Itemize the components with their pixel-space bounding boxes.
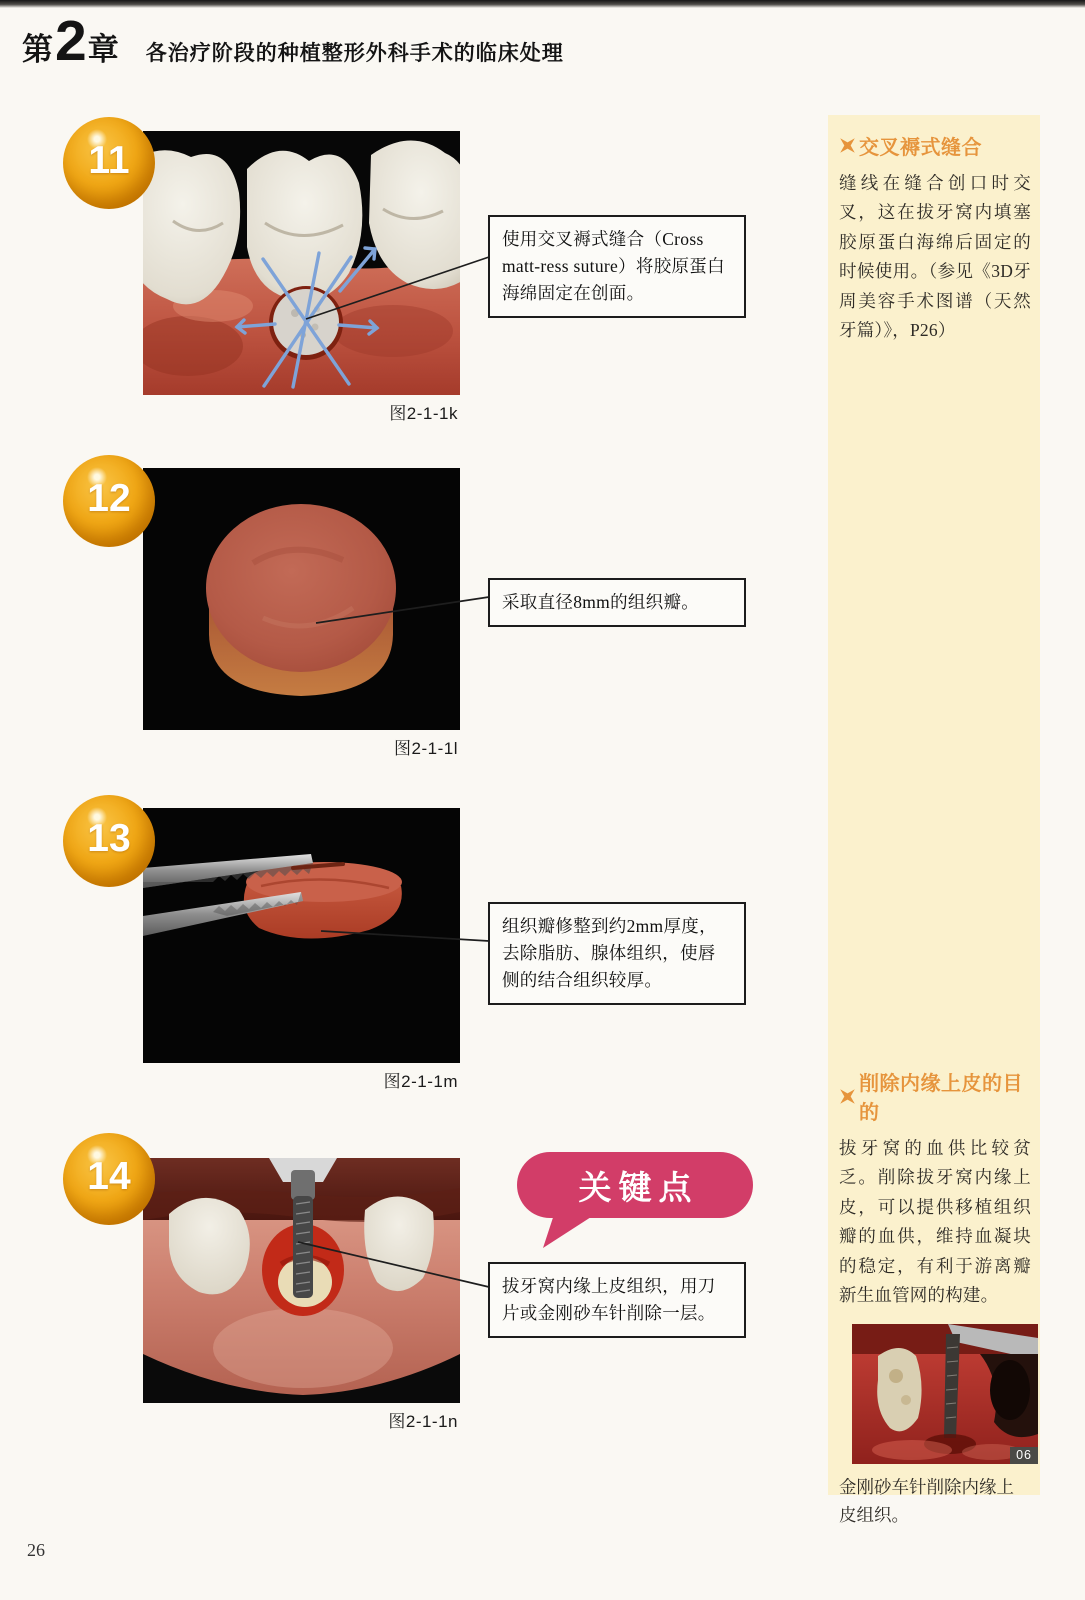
figure-14-illustration-bur-in-socket — [143, 1158, 460, 1403]
figure-13-illustration-forceps-disc — [143, 808, 460, 1063]
figure-11-callout: 使用交叉褥式缝合（Cross matt-ress suture）将胶原蛋白海绵固定在创面。 — [488, 215, 746, 318]
photo-number-label: 06 — [1010, 1447, 1038, 1464]
sidebar-photo-illustration — [852, 1324, 1038, 1464]
figure-12-illustration-tissue-disc — [143, 468, 460, 730]
chapter-number: 2 — [55, 9, 87, 73]
step-number: 11 — [88, 139, 130, 182]
keypoint-label: 关键点 — [578, 1168, 699, 1206]
sidebar-section-title-text: 交叉褥式缝合 — [859, 137, 982, 159]
figure-11 — [143, 131, 460, 423]
figure-13-caption: 图2-1-1m — [383, 1072, 458, 1091]
figure-11-illustration-suture-on-gum — [143, 131, 460, 395]
figure-12-caption: 图2-1-1l — [394, 739, 458, 758]
step-badge-14 — [63, 1133, 155, 1225]
sidebar — [828, 115, 1040, 1526]
sidebar-section-cross-mattress — [839, 131, 1031, 345]
step-badge-12 — [63, 455, 155, 547]
figure-13-callout: 组织瓣修整到约2mm厚度，去除脂肪、腺体组织，使唇侧的结合组织较厚。 — [488, 902, 746, 1005]
step-number: 13 — [87, 817, 131, 860]
page-top-edge — [0, 0, 1085, 8]
figure-12-callout: 采取直径8mm的组织瓣。 — [488, 578, 746, 627]
step-badge-11 — [63, 117, 155, 209]
step-badge-13 — [63, 795, 155, 887]
chapter-header — [22, 9, 564, 73]
sidebar-section-body: 缝线在缝合创口时交叉，这在拔牙窝内填塞胶原蛋白海绵后固定的时候使用。（参见《3D牙周美容手术图谱（天然牙篇）》，P26） — [839, 173, 1031, 340]
keypoint-bubble — [517, 1152, 753, 1218]
sidebar-photo-caption: 金刚砂车针削除内缘上皮组织。 — [839, 1477, 1014, 1526]
figure-12 — [143, 468, 460, 758]
sidebar-section-title — [839, 1067, 1031, 1125]
sidebar-section-title — [839, 131, 1031, 160]
step-number: 12 — [87, 477, 131, 520]
figure-11-caption: 图2-1-1k — [389, 404, 458, 423]
step-number: 14 — [87, 1155, 131, 1198]
figure-14-caption: 图2-1-1n — [388, 1412, 458, 1431]
sidebar-section-deepithelialization — [839, 1067, 1031, 1529]
keypoint-bubble-tail — [543, 1214, 605, 1248]
chapter-title: 各治疗阶段的种植整形外科手术的临床处理 — [145, 42, 564, 65]
figure-14 — [143, 1158, 460, 1431]
figure-14-callout: 拔牙窝内缘上皮组织，用刀片或金刚砂车针削除一层。 — [488, 1262, 746, 1338]
bowtie-star-icon — [839, 137, 856, 154]
bowtie-star-icon — [839, 1088, 856, 1105]
page-number: 26 — [27, 1540, 45, 1560]
sidebar-photo-bur-deepithelialization — [852, 1324, 1038, 1464]
sidebar-section-body: 拔牙窝的血供比较贫乏。削除拔牙窝内缘上皮，可以提供移植组织瓣的血供，维持血凝块的稳定，有利于游离瓣新生血管网的构建。 — [839, 1138, 1031, 1305]
figure-13 — [143, 808, 460, 1091]
chapter-prefix: 第 — [22, 32, 54, 67]
sidebar-section-title-text: 削除内缘上皮的目的 — [859, 1073, 1023, 1124]
chapter-suffix: 章 — [87, 32, 120, 67]
